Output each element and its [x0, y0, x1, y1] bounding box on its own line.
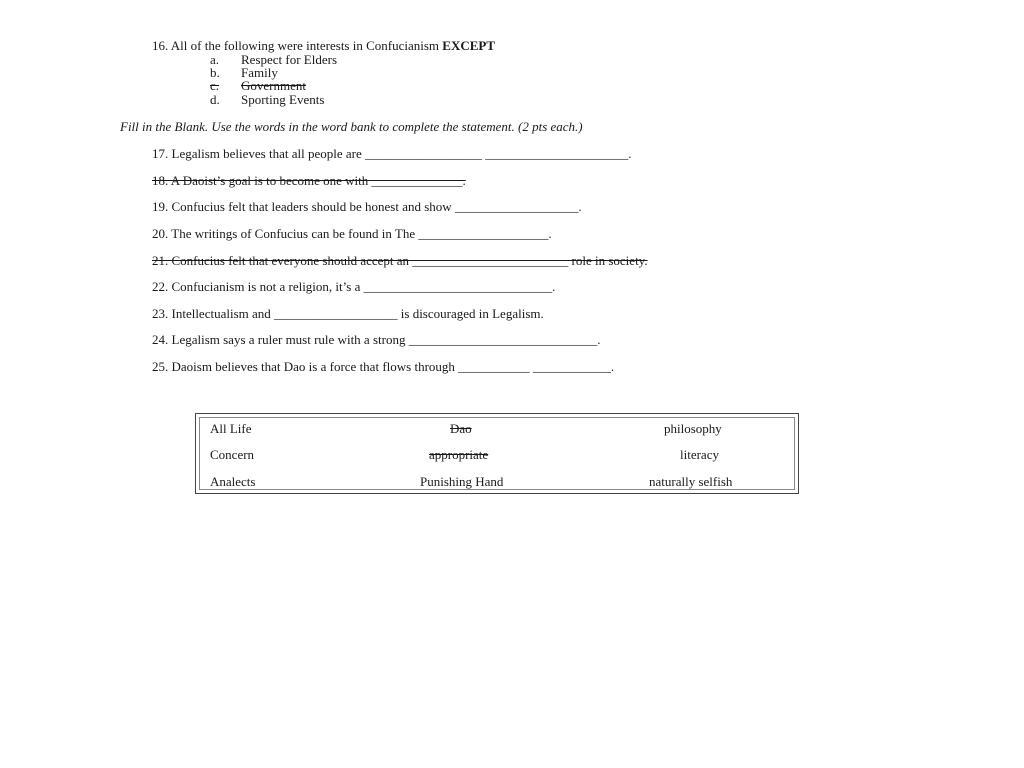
question-16-emphasis: EXCEPT [442, 38, 496, 53]
word-bank-cell: naturally selfish [649, 474, 733, 489]
question-24: 24. Legalism says a ruler must rule with a strong _____________________________. [152, 332, 601, 347]
option-d-text: Sporting Events [241, 92, 325, 107]
question-22: 22. Confucianism is not a religion, it’s a _____________________________. [152, 279, 556, 294]
option-a-letter: a. [210, 52, 220, 67]
word-bank-table [199, 417, 795, 490]
word-bank-cell: All Life [210, 421, 252, 436]
question-20: 20. The writings of Confucius can be found in The ____________________. [152, 226, 552, 241]
word-bank-cell: Dao [450, 421, 472, 436]
word-bank-cell: philosophy [664, 421, 722, 436]
option-b-text: Family [241, 65, 278, 80]
word-bank-cell: Concern [210, 447, 255, 462]
option-a-text: Respect for Elders [241, 52, 338, 67]
question-21: 21. Confucius felt that everyone should accept an ________________________ role in society. [152, 253, 648, 268]
question-16-stem: 16. All of the following were interests in Confucianism [152, 38, 443, 53]
word-bank-cell: Punishing Hand [420, 474, 504, 489]
option-b-letter: b. [210, 65, 220, 80]
question-23: 23. Intellectualism and ___________________ is discouraged in Legalism. [152, 306, 544, 321]
question-16 [152, 39, 495, 53]
word-bank-cell: Analects [210, 474, 256, 489]
option-d-letter: d. [210, 92, 220, 107]
word-bank [195, 413, 799, 494]
option-c-text: Government [241, 78, 306, 93]
word-bank-cell: literacy [680, 447, 719, 462]
question-25: 25. Daoism believes that Dao is a force that flows through ___________ ____________. [152, 359, 615, 374]
question-18: 18. A Daoist’s goal is to become one with ______________. [152, 173, 466, 188]
question-17: 17. Legalism believes that all people are __________________ ______________________. [152, 146, 632, 161]
fill-in-blank-instructions: Fill in the Blank. Use the words in the word bank to complete the statement. (2 pts each.) [120, 119, 583, 134]
question-19: 19. Confucius felt that leaders should be honest and show ___________________. [152, 199, 582, 214]
word-bank-cell: appropriate [429, 447, 489, 462]
option-c-letter: c. [210, 78, 220, 93]
